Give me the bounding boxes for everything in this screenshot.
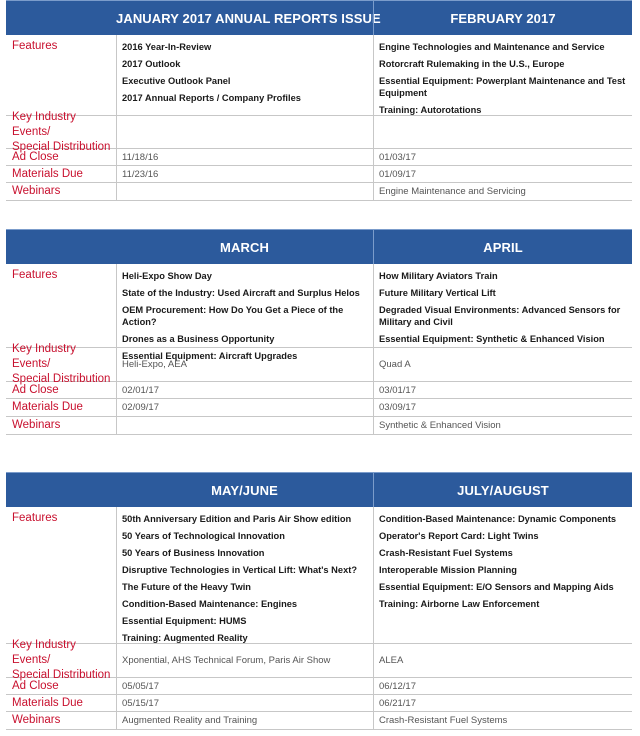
label-line: Key Industry Events/ bbox=[12, 639, 76, 666]
row-label-ad-close: Ad Close bbox=[12, 383, 59, 396]
ad-close-date: 03/01/17 bbox=[373, 382, 632, 398]
feature-item: 50 Years of Technological Innovation bbox=[122, 531, 285, 541]
column-title: MARCH bbox=[220, 240, 269, 255]
features-cell bbox=[373, 264, 632, 347]
schedule-table-mar-apr bbox=[6, 229, 632, 435]
ad-close-date: 02/01/17 bbox=[116, 382, 373, 398]
feature-item: Crash-Resistant Fuel Systems bbox=[379, 548, 513, 558]
ad-close-date: 06/12/17 bbox=[373, 678, 632, 694]
feature-item: Condition-Based Maintenance: Engines bbox=[122, 599, 298, 609]
materials-due-date: 06/21/17 bbox=[373, 695, 632, 711]
label-line: Key Industry Events/ bbox=[12, 343, 76, 370]
table-header bbox=[6, 472, 632, 507]
materials-due-date: 03/09/17 bbox=[373, 399, 632, 416]
feature-item: 2017 Outlook bbox=[122, 59, 181, 69]
row-label-events bbox=[6, 110, 116, 153]
feature-item: Drones as a Business Opportunity bbox=[122, 334, 275, 344]
features-cell bbox=[373, 35, 632, 115]
features-row bbox=[6, 35, 632, 116]
webinar-cell: Synthetic & Enhanced Vision bbox=[373, 417, 632, 434]
features-cell bbox=[116, 264, 373, 361]
schedule-table-jan-feb bbox=[6, 0, 632, 201]
feature-item: Condition-Based Maintenance: Dynamic Components bbox=[379, 514, 617, 524]
table-header bbox=[6, 0, 632, 35]
feature-item: OEM Procurement: How Do You Get a Piece of the Action? bbox=[122, 305, 344, 327]
ad-close-date: 05/05/17 bbox=[116, 678, 373, 694]
row-label-materials-due: Materials Due bbox=[12, 401, 83, 413]
ad-close-date: 11/18/16 bbox=[116, 149, 373, 165]
feature-item: Essential Equipment: Aircraft Upgrades bbox=[122, 351, 298, 361]
feature-item: Operator's Report Card: Light Twins bbox=[379, 531, 539, 541]
column-title: APRIL bbox=[373, 230, 632, 264]
feature-item: How Military Aviators Train bbox=[379, 271, 498, 281]
webinar-cell: Engine Maintenance and Servicing bbox=[373, 183, 632, 200]
row-label-webinars: Webinars bbox=[12, 419, 61, 431]
column-title: JANUARY 2017 ANNUAL REPORTS ISSUE bbox=[116, 11, 381, 26]
events-cell: ALEA bbox=[373, 644, 632, 677]
label-line: Special Distribution bbox=[12, 140, 111, 153]
row-label-features: Features bbox=[12, 269, 58, 281]
feature-item: Essential Equipment: E/O Sensors and Mapping Aids bbox=[379, 582, 614, 592]
column-title: MAY/JUNE bbox=[211, 483, 278, 498]
events-cell: Xponential, AHS Technical Forum, Paris Air Show bbox=[116, 644, 373, 677]
row-label-materials-due: Materials Due bbox=[12, 167, 83, 180]
feature-item: Engine Technologies and Maintenance and Service bbox=[379, 42, 605, 52]
feature-item: Future Military Vertical Lift bbox=[379, 288, 496, 298]
materials-due-date: 11/23/16 bbox=[116, 166, 373, 182]
table-header bbox=[6, 229, 632, 264]
feature-item: Training: Autorotations bbox=[379, 105, 482, 115]
row-label-ad-close: Ad Close bbox=[12, 679, 59, 692]
events-cell: Heli-Expo, AEA bbox=[116, 348, 373, 381]
webinars-row bbox=[6, 712, 632, 730]
events-cell bbox=[373, 116, 632, 148]
ad-close-row bbox=[6, 382, 632, 399]
webinar-cell: Augmented Reality and Training bbox=[116, 712, 373, 729]
materials-due-date: 01/09/17 bbox=[373, 166, 632, 182]
row-label-events bbox=[6, 639, 116, 681]
materials-due-date: 02/09/17 bbox=[116, 399, 373, 416]
column-title: FEBRUARY 2017 bbox=[373, 1, 632, 35]
feature-item: 2016 Year-In-Review bbox=[122, 42, 212, 52]
feature-item: Training: Airborne Law Enforcement bbox=[379, 599, 540, 609]
feature-item: State of the Industry: Used Aircraft and Surplus Helos bbox=[122, 288, 360, 298]
materials-due-row bbox=[6, 695, 632, 712]
feature-item: 50th Anniversary Edition and Paris Air Show edition bbox=[122, 514, 352, 524]
webinar-cell bbox=[116, 417, 373, 434]
feature-item: 2017 Annual Reports / Company Profiles bbox=[122, 93, 301, 103]
webinar-cell: Crash-Resistant Fuel Systems bbox=[373, 712, 632, 729]
ad-close-date: 01/03/17 bbox=[373, 149, 632, 165]
features-cell bbox=[116, 507, 373, 643]
feature-item: Heli-Expo Show Day bbox=[122, 271, 212, 281]
webinars-row bbox=[6, 183, 632, 201]
feature-item: Degraded Visual Environments: Advanced Sensors for Military and Civil bbox=[379, 305, 621, 327]
label-line: Special Distribution bbox=[12, 373, 111, 385]
ad-close-row bbox=[6, 678, 632, 695]
events-row bbox=[6, 343, 632, 385]
row-label-events bbox=[6, 343, 116, 385]
feature-item: Disruptive Technologies in Vertical Lift: What's Next? bbox=[122, 565, 358, 575]
row-label-webinars: Webinars bbox=[12, 714, 61, 726]
materials-due-date: 05/15/17 bbox=[116, 695, 373, 711]
row-label-materials-due: Materials Due bbox=[12, 696, 83, 709]
feature-item: 50 Years of Business Innovation bbox=[122, 548, 265, 558]
events-row bbox=[6, 639, 632, 681]
schedule-table-may-aug bbox=[6, 472, 632, 730]
webinars-row bbox=[6, 417, 632, 435]
row-label-features: Features bbox=[12, 512, 58, 524]
features-cell bbox=[373, 507, 632, 643]
webinar-cell bbox=[116, 183, 373, 200]
ad-close-row bbox=[6, 149, 632, 166]
label-line: Key Industry Events/ bbox=[12, 110, 76, 138]
feature-item: Essential Equipment: Synthetic & Enhanced Vision bbox=[379, 334, 605, 344]
materials-due-row bbox=[6, 399, 632, 417]
feature-item: Essential Equipment: HUMS bbox=[122, 616, 247, 626]
materials-due-row bbox=[6, 166, 632, 183]
label-line: Special Distribution bbox=[12, 669, 111, 681]
row-label-ad-close: Ad Close bbox=[12, 150, 59, 163]
feature-item: Interoperable Mission Planning bbox=[379, 565, 517, 575]
column-title: JULY/AUGUST bbox=[373, 473, 632, 507]
feature-item: Executive Outlook Panel bbox=[122, 76, 231, 86]
row-label-webinars: Webinars bbox=[12, 185, 61, 197]
features-row bbox=[6, 507, 632, 644]
feature-item: Essential Equipment: Powerplant Maintenance and Test Equipment bbox=[379, 76, 626, 98]
feature-item: Training: Augmented Reality bbox=[122, 633, 248, 643]
row-label-features: Features bbox=[12, 40, 58, 52]
features-cell bbox=[116, 35, 373, 115]
events-cell: Quad A bbox=[373, 348, 632, 381]
feature-item: The Future of the Heavy Twin bbox=[122, 582, 251, 592]
feature-item: Rotorcraft Rulemaking in the U.S., Europe bbox=[379, 59, 565, 69]
events-cell bbox=[116, 116, 373, 148]
